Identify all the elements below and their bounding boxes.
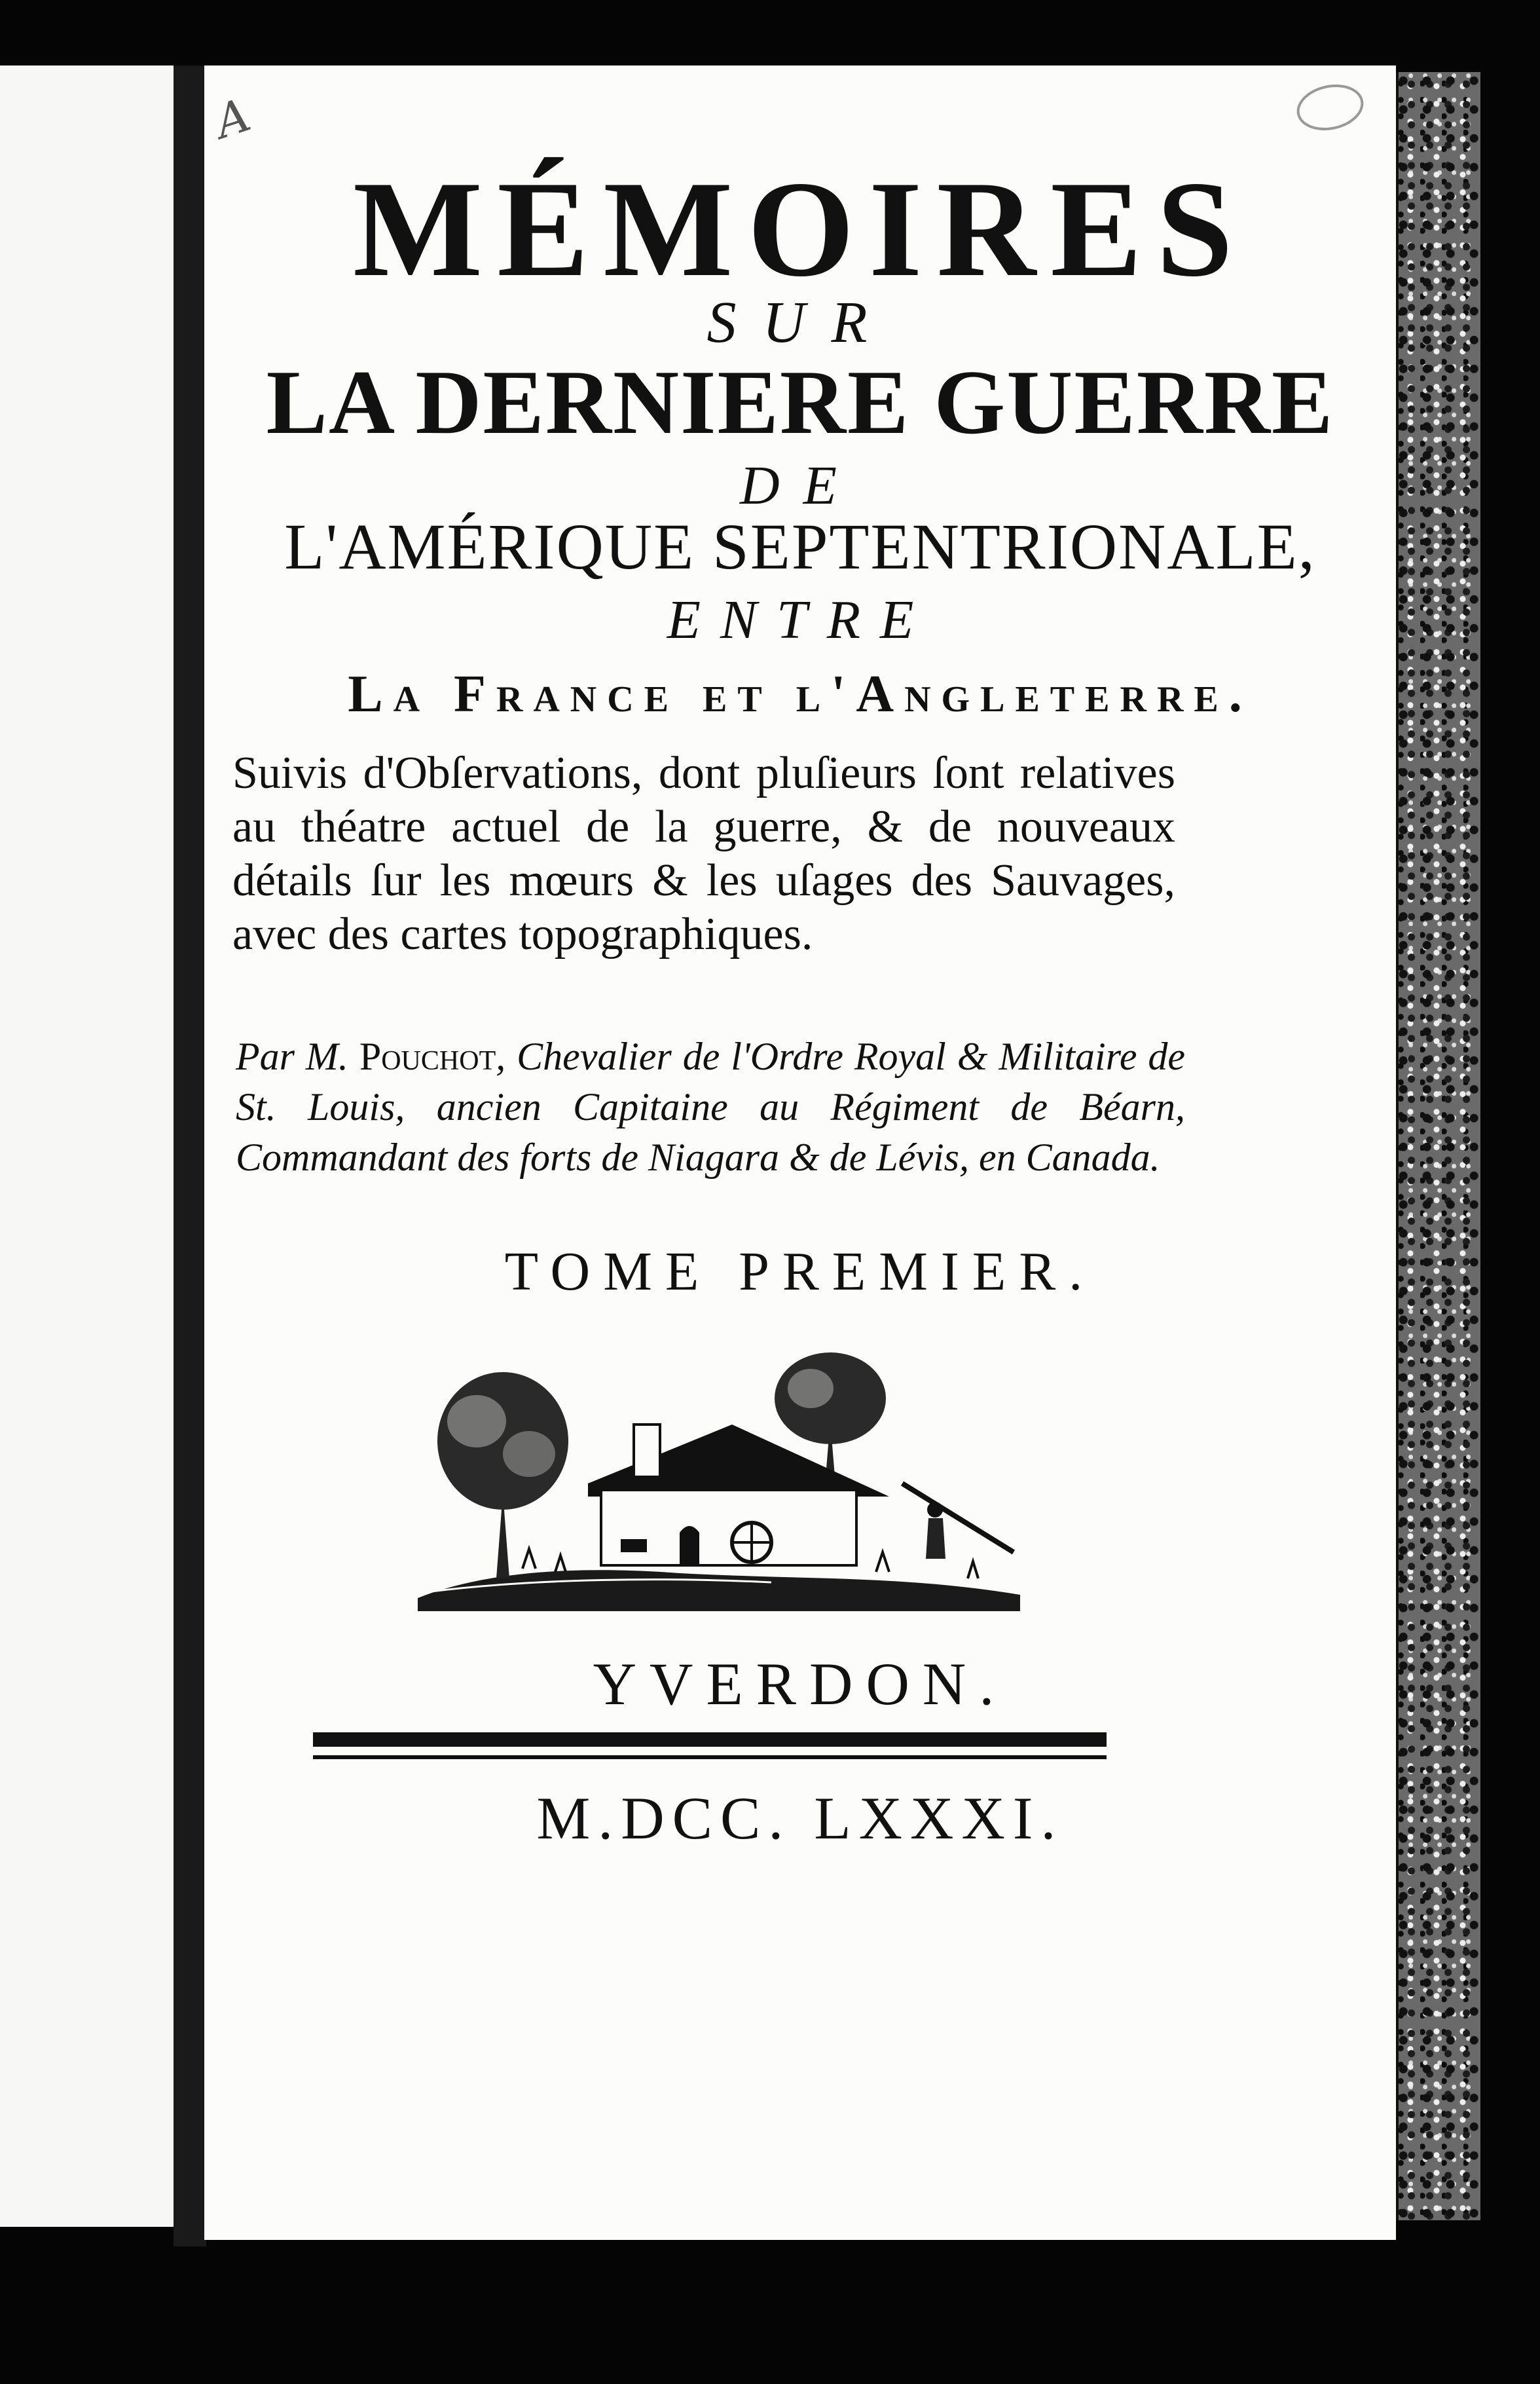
author-statement [236, 1032, 1185, 1183]
author-name: Pouchot [359, 1035, 496, 1078]
imprint-place: YVERDON. [593, 1650, 1008, 1717]
book-gutter [174, 65, 206, 2246]
region-line: L'AMÉRIQUE SEPTENTRIONALE, [284, 510, 1316, 583]
subject-line: LA DERNIERE GUERRE [266, 352, 1334, 453]
woodcut-vignette [405, 1343, 1033, 1618]
facing-page-edge [0, 65, 177, 2227]
title-connector-de: DE [740, 455, 860, 516]
parties-line: La France et l'Angleterre. [348, 665, 1253, 723]
description-paragraph: Suivis d'Obſervations, dont pluſieurs ſont relatives au théatre actuel de la guerre, & de nouveaux détails ſur les mœurs & les uſages des Sauvages, avec des cartes topographiques. [232, 748, 1175, 959]
handwritten-mark: A [208, 88, 257, 149]
volume-label: TOME PREMIER. [504, 1241, 1096, 1302]
book-title: MÉMOIRES [352, 153, 1248, 305]
imprint-rule-thin [313, 1755, 1107, 1759]
author-credentials: , Chevalier de l'Ordre Royal & Militaire de St. Louis, ancien Capitaine au Régiment de Béarn, Commandant des forts de Niagara & de Lévis, en Canada. [236, 1035, 1186, 1179]
speckled-fore-edge [1396, 72, 1480, 2220]
imprint-date: M.DCC. LXXXI. [536, 1785, 1064, 1852]
title-connector-sur: SUR [706, 290, 894, 355]
author-prefix: Par M. [236, 1035, 348, 1078]
title-connector-entre: ENTRE [667, 589, 934, 650]
imprint-rule [313, 1732, 1107, 1747]
